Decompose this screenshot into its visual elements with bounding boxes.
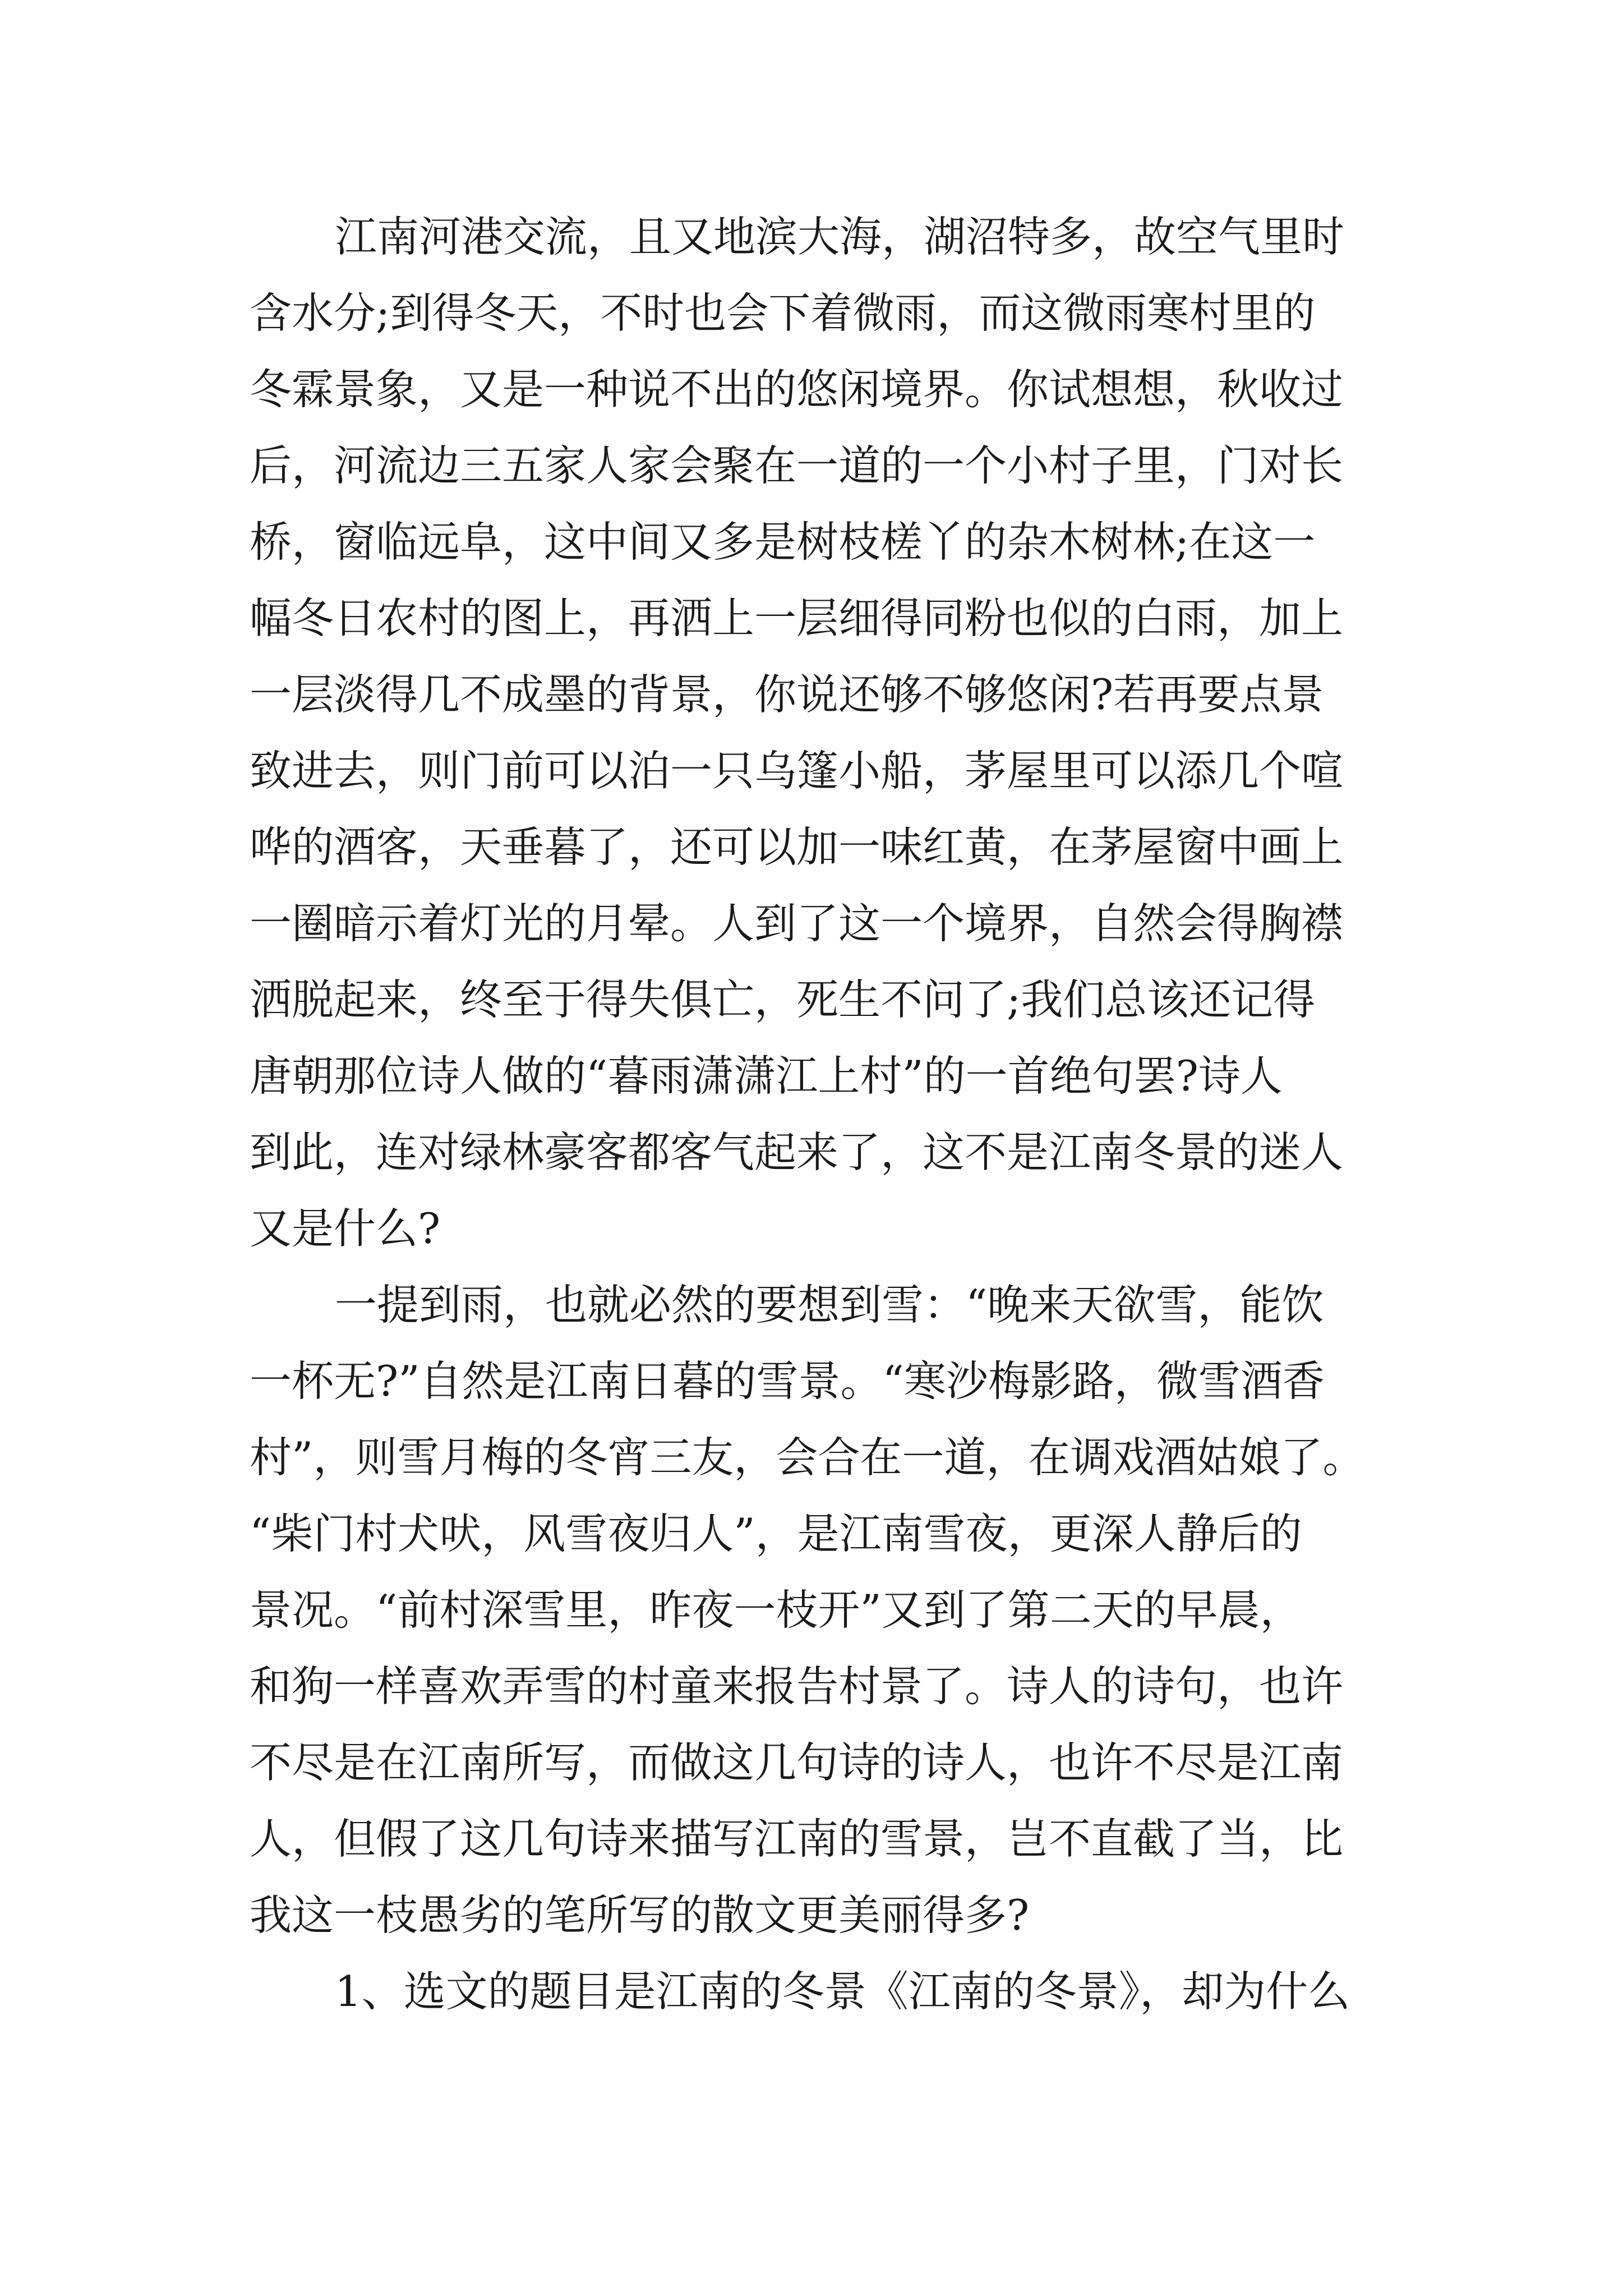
text-line: “柴门村犬吠，风雪夜归人”，是江南雪夜，更深人静后的 — [250, 1509, 1302, 1558]
text-line: 到此，连对绿林豪客都客气起来了，这不是江南冬景的迷人 — [250, 1128, 1344, 1177]
text-line: 一圈暗示着灯光的月晕。人到了这一个境界，自然会得胸襟 — [250, 899, 1344, 948]
text-line: 不尽是在江南所写，而做这几句诗的诗人，也许不尽是江南 — [250, 1738, 1344, 1787]
text-line: 我这一枝愚劣的笔所写的散文更美丽得多? — [250, 1890, 1030, 1940]
text-line: 含水分;到得冬天，不时也会下着微雨，而这微雨寒村里的 — [250, 288, 1316, 338]
text-line: 一提到雨，也就必然的要想到雪：“晚来天欲雪，能饮 — [335, 1280, 1324, 1329]
text-line: 一杯无?”自然是江南日暮的雪景。“寒沙梅影路，微雪酒香 — [250, 1356, 1325, 1406]
text-line: 景况。“前村深雪里，昨夜一枝开”又到了第二天的早晨， — [250, 1585, 1302, 1635]
text-line: 人，但假了这几句诗来描写江南的雪景，岂不直截了当，比 — [250, 1814, 1344, 1864]
text-line: 和狗一样喜欢弄雪的村童来报告村景了。诗人的诗句，也许 — [250, 1662, 1344, 1711]
text-line: 又是什么? — [250, 1204, 441, 1253]
text-line: 洒脱起来，终至于得失俱亡，死生不问了;我们总该还记得 — [250, 975, 1316, 1024]
text-line: 唐朝那位诗人做的“暮雨潇潇江上村”的一首绝句罢?诗人 — [250, 1051, 1283, 1101]
text-line: 幅冬日农村的图上，再洒上一层细得同粉也似的白雨，加上 — [250, 593, 1344, 643]
text-line: 村”，则雪月梅的冬宵三友，会合在一道，在调戏酒姑娘了。 — [250, 1433, 1365, 1482]
text-line: 致进去，则门前可以泊一只乌篷小船，茅屋里可以添几个喧 — [250, 746, 1344, 795]
text-line: 一层淡得几不成墨的背景，你说还够不够悠闲?若再要点景 — [250, 670, 1324, 719]
text-line: 哗的酒客，天垂暮了，还可以加一味红黄，在茅屋窗中画上 — [250, 822, 1344, 872]
text-line: 1、选文的题目是江南的冬景《江南的冬景》，却为什么 — [335, 1967, 1350, 2016]
text-line: 冬霖景象，又是一种说不出的悠闲境界。你试想想，秋收过 — [250, 365, 1344, 414]
text-line: 江南河港交流，且又地滨大海，湖沼特多，故空气里时 — [335, 212, 1345, 261]
text-line: 桥，窗临远阜，这中间又多是树枝槎丫的杂木树林;在这一 — [250, 517, 1316, 567]
text-line: 后，河流边三五家人家会聚在一道的一个小村子里，门对长 — [250, 441, 1344, 490]
